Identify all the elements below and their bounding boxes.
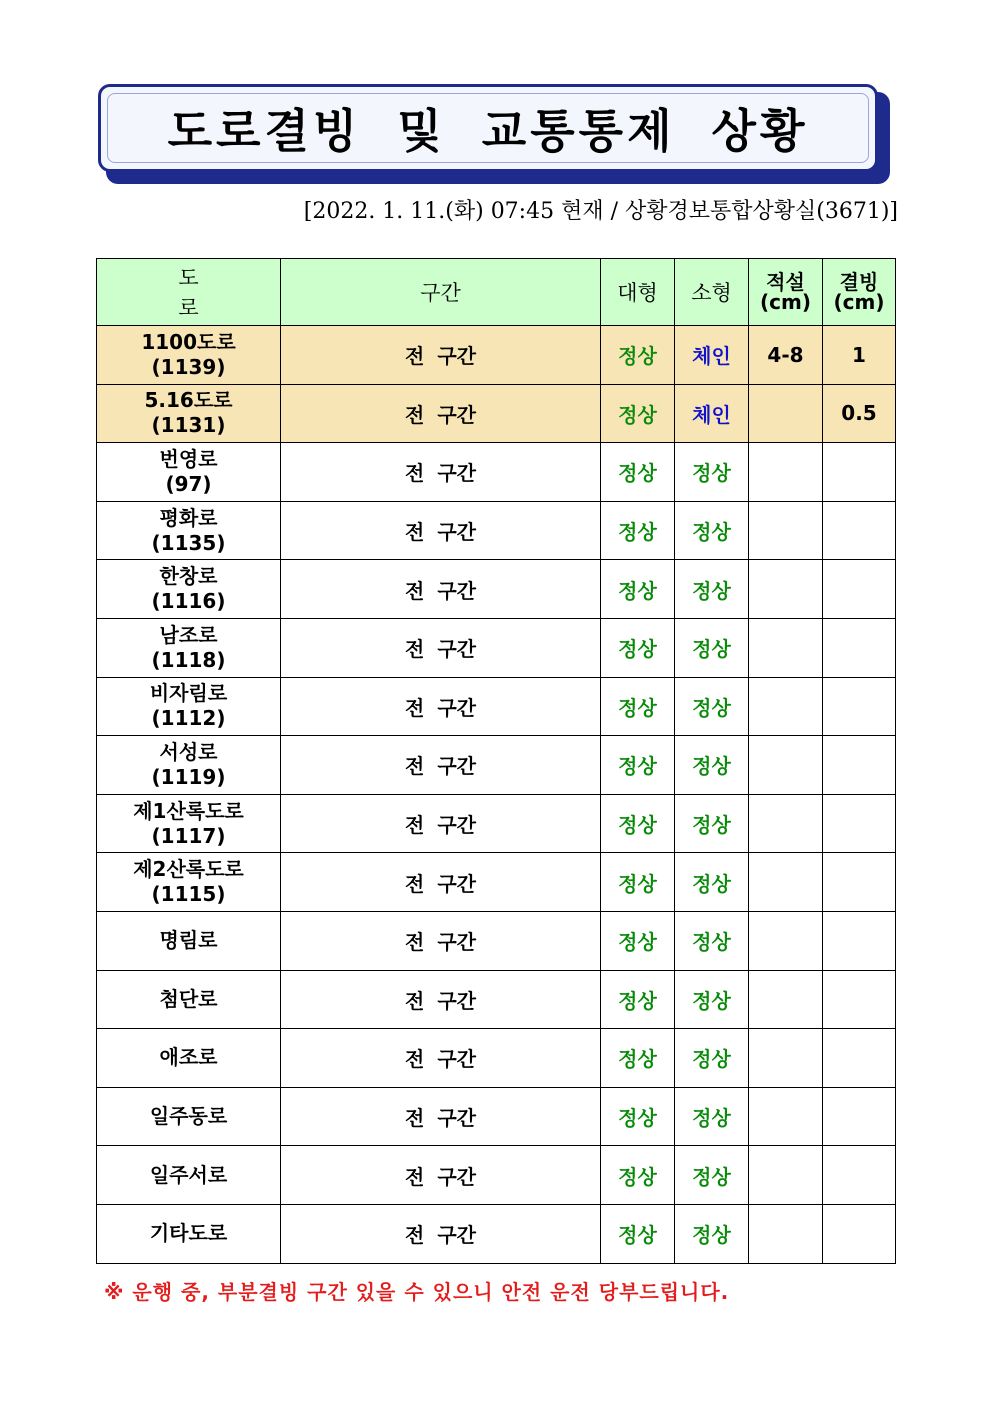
large-vehicle-status: 정상 — [601, 1087, 675, 1146]
road-name: 제2산록도로 — [133, 857, 244, 882]
large-vehicle-status: 정상 — [601, 853, 675, 912]
snow-depth-cell: 4-8 — [749, 326, 823, 385]
small-vehicle-status: 정상 — [675, 443, 749, 502]
section-cell: 전 구간 — [281, 1029, 601, 1088]
section-cell: 전 구간 — [281, 911, 601, 970]
header-section: 구간 — [281, 259, 601, 326]
road-code: (1118) — [151, 647, 226, 672]
section-cell: 전 구간 — [281, 794, 601, 853]
section-cell: 전 구간 — [281, 1146, 601, 1205]
large-vehicle-status: 정상 — [601, 1146, 675, 1205]
section-cell: 전 구간 — [281, 853, 601, 912]
road-name: 명림로 — [159, 928, 218, 953]
road-name: 번영로 — [159, 446, 218, 471]
road-code: (1119) — [151, 764, 226, 789]
table-row — [97, 560, 896, 619]
small-vehicle-status: 정상 — [675, 1029, 749, 1088]
snow-depth-cell — [749, 853, 823, 912]
table-row — [97, 677, 896, 736]
road-name-cell — [97, 1087, 281, 1146]
small-vehicle-status: 체인 — [675, 326, 749, 385]
ice-depth-cell — [823, 560, 896, 619]
road-name-cell — [97, 970, 281, 1029]
road-code: (1117) — [151, 823, 226, 848]
section-cell: 전 구간 — [281, 1204, 601, 1263]
ice-depth-cell — [823, 970, 896, 1029]
table-row — [97, 970, 896, 1029]
snow-depth-cell — [749, 911, 823, 970]
large-vehicle-status: 정상 — [601, 677, 675, 736]
ice-depth-cell — [823, 677, 896, 736]
ice-depth-cell — [823, 618, 896, 677]
title-box — [98, 84, 878, 172]
safety-notice: ※ 운행 중, 부분결빙 구간 있을 수 있으니 안전 운전 당부드립니다. — [104, 1280, 730, 1304]
ice-depth-cell — [823, 911, 896, 970]
table-row — [97, 1029, 896, 1088]
snow-depth-cell — [749, 970, 823, 1029]
snow-depth-cell — [749, 794, 823, 853]
header-snow-label: 적설 — [766, 270, 805, 294]
header-ice — [823, 259, 896, 326]
large-vehicle-status: 정상 — [601, 560, 675, 619]
snow-depth-cell — [749, 618, 823, 677]
snow-depth-cell — [749, 1204, 823, 1263]
road-name: 남조로 — [159, 622, 218, 647]
road-name-cell — [97, 326, 281, 385]
road-name-cell — [97, 560, 281, 619]
ice-depth-cell — [823, 443, 896, 502]
large-vehicle-status: 정상 — [601, 501, 675, 560]
table-row — [97, 1204, 896, 1263]
section-cell: 전 구간 — [281, 560, 601, 619]
small-vehicle-status: 정상 — [675, 1204, 749, 1263]
road-name-cell — [97, 677, 281, 736]
road-name-cell — [97, 853, 281, 912]
section-cell: 전 구간 — [281, 326, 601, 385]
table-header-row — [97, 259, 896, 326]
small-vehicle-status: 정상 — [675, 1087, 749, 1146]
large-vehicle-status: 정상 — [601, 911, 675, 970]
small-vehicle-status: 정상 — [675, 618, 749, 677]
ice-depth-cell — [823, 853, 896, 912]
section-cell: 전 구간 — [281, 1087, 601, 1146]
small-vehicle-status: 정상 — [675, 970, 749, 1029]
large-vehicle-status: 정상 — [601, 384, 675, 443]
small-vehicle-status: 정상 — [675, 1146, 749, 1205]
header-ice-label: 결빙 — [839, 270, 879, 294]
road-name-cell — [97, 618, 281, 677]
road-name: 첨단로 — [159, 986, 218, 1011]
title-banner — [98, 84, 890, 184]
table-row — [97, 326, 896, 385]
section-cell: 전 구간 — [281, 677, 601, 736]
road-code: (1139) — [151, 354, 226, 379]
large-vehicle-status: 정상 — [601, 736, 675, 795]
large-vehicle-status: 정상 — [601, 794, 675, 853]
large-vehicle-status: 정상 — [601, 970, 675, 1029]
road-code: (97) — [165, 471, 212, 496]
road-name: 5.16도로 — [144, 388, 233, 413]
road-name: 애조로 — [159, 1045, 218, 1070]
section-cell: 전 구간 — [281, 384, 601, 443]
section-cell: 전 구간 — [281, 970, 601, 1029]
small-vehicle-status: 정상 — [675, 560, 749, 619]
ice-depth-cell — [823, 794, 896, 853]
road-name-cell — [97, 1146, 281, 1205]
road-name: 일주동로 — [149, 1104, 228, 1129]
road-status-table — [96, 258, 896, 1264]
table-row — [97, 1146, 896, 1205]
table-row — [97, 794, 896, 853]
section-cell: 전 구간 — [281, 618, 601, 677]
road-name: 비자림로 — [149, 681, 228, 706]
header-snow-unit: (cm) — [760, 290, 811, 314]
snow-depth-cell — [749, 501, 823, 560]
large-vehicle-status: 정상 — [601, 1029, 675, 1088]
road-name-cell — [97, 911, 281, 970]
small-vehicle-status: 정상 — [675, 677, 749, 736]
road-code: (1112) — [151, 706, 226, 731]
large-vehicle-status: 정상 — [601, 326, 675, 385]
header-ice-unit: (cm) — [833, 290, 885, 314]
table-row — [97, 443, 896, 502]
road-code: (1135) — [151, 530, 226, 555]
small-vehicle-status: 정상 — [675, 911, 749, 970]
small-vehicle-status: 정상 — [675, 501, 749, 560]
road-code: (1131) — [151, 413, 226, 438]
road-name-cell — [97, 1204, 281, 1263]
header-small-vehicle: 소형 — [675, 259, 749, 326]
header-large-vehicle: 대형 — [601, 259, 675, 326]
small-vehicle-status: 정상 — [675, 736, 749, 795]
road-code: (1115) — [151, 882, 226, 907]
large-vehicle-status: 정상 — [601, 443, 675, 502]
ice-depth-cell — [823, 1087, 896, 1146]
table-row — [97, 736, 896, 795]
table-row — [97, 1087, 896, 1146]
snow-depth-cell — [749, 560, 823, 619]
ice-depth-cell: 0.5 — [823, 384, 896, 443]
ice-depth-cell — [823, 1029, 896, 1088]
small-vehicle-status: 체인 — [675, 384, 749, 443]
snow-depth-cell — [749, 736, 823, 795]
road-name: 한창로 — [159, 564, 218, 589]
ice-depth-cell — [823, 1146, 896, 1205]
section-cell: 전 구간 — [281, 443, 601, 502]
section-cell: 전 구간 — [281, 501, 601, 560]
ice-depth-cell: 1 — [823, 326, 896, 385]
snow-depth-cell — [749, 1087, 823, 1146]
section-cell: 전 구간 — [281, 736, 601, 795]
road-name-cell — [97, 501, 281, 560]
ice-depth-cell — [823, 736, 896, 795]
snow-depth-cell — [749, 677, 823, 736]
road-name: 서성로 — [159, 739, 218, 764]
snow-depth-cell — [749, 1029, 823, 1088]
large-vehicle-status: 정상 — [601, 1204, 675, 1263]
table-row — [97, 853, 896, 912]
ice-depth-cell — [823, 1204, 896, 1263]
road-name-cell — [97, 384, 281, 443]
road-name: 일주서로 — [149, 1162, 228, 1187]
header-road: 도 로 — [97, 259, 281, 326]
road-name: 평화로 — [159, 505, 218, 530]
snow-depth-cell — [749, 384, 823, 443]
small-vehicle-status: 정상 — [675, 853, 749, 912]
road-code: (1116) — [151, 589, 226, 614]
table-row — [97, 384, 896, 443]
large-vehicle-status: 정상 — [601, 618, 675, 677]
report-timestamp: [2022. 1. 11.(화) 07:45 현재 / 상황경보통합상황실(3671)] — [303, 199, 898, 224]
table-row — [97, 911, 896, 970]
road-name-cell — [97, 443, 281, 502]
table-row — [97, 501, 896, 560]
page-title: 도로결빙 및 교통통제 상황 — [167, 104, 809, 158]
header-snow — [749, 259, 823, 326]
ice-depth-cell — [823, 501, 896, 560]
small-vehicle-status: 정상 — [675, 794, 749, 853]
road-name: 제1산록도로 — [133, 798, 244, 823]
road-name-cell — [97, 1029, 281, 1088]
table-row — [97, 618, 896, 677]
snow-depth-cell — [749, 443, 823, 502]
road-name: 1100도로 — [141, 329, 236, 354]
road-name-cell — [97, 736, 281, 795]
road-name: 기타도로 — [149, 1221, 228, 1246]
road-name-cell — [97, 794, 281, 853]
snow-depth-cell — [749, 1146, 823, 1205]
